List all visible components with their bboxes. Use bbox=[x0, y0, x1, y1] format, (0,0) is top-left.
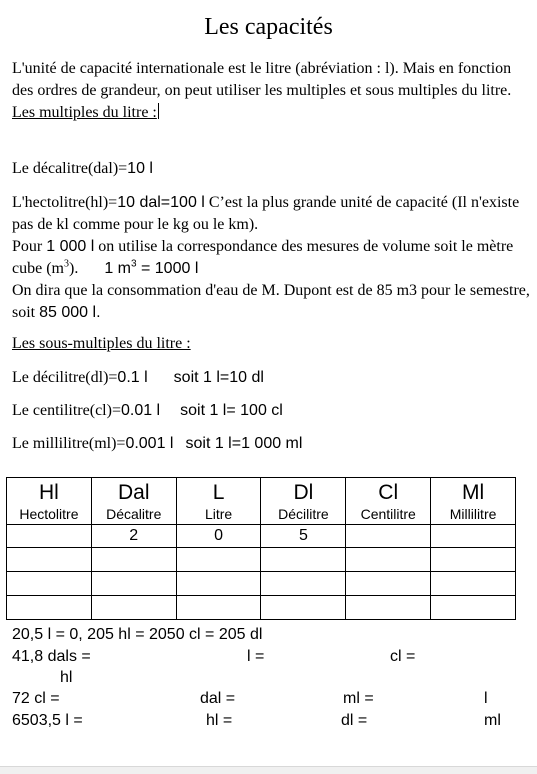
header-cell-hl bbox=[7, 478, 92, 525]
decilitre-soit: soit 1 l=10 dl bbox=[173, 369, 264, 386]
conversion-table bbox=[6, 477, 516, 620]
header-abbr: Cl bbox=[378, 481, 399, 504]
pour-text-a: Pour bbox=[12, 238, 47, 255]
table-cell: 0 bbox=[176, 525, 261, 548]
table-row bbox=[7, 596, 516, 620]
table-cell bbox=[261, 572, 346, 596]
table-cell bbox=[431, 596, 516, 620]
m3-value: 1 m bbox=[104, 260, 131, 277]
hectolitre-paragraph bbox=[12, 192, 532, 324]
exercise-4-d: ml bbox=[484, 712, 501, 729]
table-cell bbox=[176, 548, 261, 572]
header-name: Litre bbox=[204, 506, 233, 522]
exercise-3-d: l bbox=[484, 690, 488, 707]
decalitre-value: 10 l bbox=[127, 160, 153, 177]
table-header-row bbox=[7, 478, 516, 525]
hectolitre-value: 10 dal=100 l bbox=[117, 194, 205, 211]
millilitre-label: Le millilitre(ml)= bbox=[12, 435, 126, 452]
exercise-4-c: dl = bbox=[341, 712, 368, 729]
exercise-3-b: dal = bbox=[200, 690, 236, 707]
decilitre-label: Le décilitre(dl)= bbox=[12, 369, 118, 386]
header-name: Hectolitre bbox=[19, 506, 79, 522]
header-name: Décilitre bbox=[278, 506, 329, 522]
table-cell bbox=[176, 596, 261, 620]
exercise-4-a: 6503,5 l = bbox=[12, 712, 83, 729]
table-row bbox=[7, 525, 516, 548]
table-cell bbox=[431, 548, 516, 572]
decalitre-label: Le décalitre(dal)= bbox=[12, 160, 128, 177]
header-abbr: Ml bbox=[461, 481, 485, 504]
m3-equals: = 1000 l bbox=[136, 260, 199, 277]
text-cursor bbox=[158, 103, 159, 119]
table-cell bbox=[91, 596, 176, 620]
exercise-3-a: 72 cl = bbox=[12, 690, 60, 707]
header-name: Centilitre bbox=[360, 506, 416, 522]
header-cell-cl bbox=[346, 478, 431, 525]
intro-text: L'unité de capacité internationale est le litre (abréviation : l). Mais en fonction des ordres de grandeur, on peut utiliser les multiples et sous multiples du litre. bbox=[12, 60, 512, 99]
centilitre-value: 0.01 l bbox=[120, 402, 161, 419]
table-cell bbox=[346, 596, 431, 620]
header-abbr: Dl bbox=[293, 481, 314, 504]
m3-sup: 3 bbox=[130, 258, 137, 270]
exercise-2-c: cl = bbox=[390, 648, 416, 665]
decilitre-value: 0.1 l bbox=[117, 369, 148, 386]
table-cell bbox=[261, 596, 346, 620]
header-abbr: Dal bbox=[117, 481, 150, 504]
table-cell bbox=[346, 548, 431, 572]
header-name: Décalitre bbox=[106, 506, 162, 522]
exercise-3-c: ml = bbox=[343, 690, 374, 707]
table-cell bbox=[7, 572, 92, 596]
millilitre-value: 0.001 l bbox=[125, 435, 174, 452]
header-cell-dal bbox=[91, 478, 176, 525]
header-cell-dl bbox=[261, 478, 346, 525]
exercise-2-d: hl bbox=[60, 669, 73, 686]
centilitre-label: Le centilitre(cl)= bbox=[12, 402, 121, 419]
centilitre-soit: soit 1 l= 100 cl bbox=[180, 402, 283, 419]
header-name: Millilitre bbox=[449, 506, 497, 522]
table-cell: 5 bbox=[261, 525, 346, 548]
table-cell bbox=[91, 548, 176, 572]
table-cell bbox=[431, 525, 516, 548]
hectolitre-note: C’est la plus grande unité de capacité (Il n'existe pas de kl comme pour le kg ou le km). bbox=[12, 194, 520, 233]
pour-text-c: on utilise la correspondance des mesures de volume soit le mètre cube (m bbox=[12, 238, 514, 277]
exercise-4-b: hl = bbox=[206, 712, 233, 729]
sous-multiples-heading: Les sous-multiples du litre : bbox=[12, 335, 191, 352]
table-cell bbox=[176, 572, 261, 596]
dupont-text: On dira que la consommation d'eau de M. Dupont est de 85 m3 pour le semestre, soit bbox=[12, 282, 530, 321]
table-cell bbox=[346, 572, 431, 596]
decalitre-line bbox=[12, 158, 532, 180]
exercise-2-b: l = bbox=[247, 648, 265, 665]
table-cell bbox=[7, 548, 92, 572]
header-cell-ml bbox=[431, 478, 516, 525]
centilitre-line bbox=[12, 400, 532, 422]
decilitre-line bbox=[12, 367, 532, 389]
header-cell-l bbox=[176, 478, 261, 525]
table-row bbox=[7, 572, 516, 596]
table-cell bbox=[91, 572, 176, 596]
hectolitre-label: L'hectolitre(hl)= bbox=[12, 194, 118, 211]
table-cell bbox=[7, 525, 92, 548]
table-cell bbox=[7, 596, 92, 620]
pour-sup1: 3 bbox=[63, 258, 69, 270]
millilitre-soit: soit 1 l=1 000 ml bbox=[185, 435, 303, 452]
multiples-heading: Les multiples du litre : bbox=[12, 104, 157, 121]
intro-paragraph bbox=[12, 58, 532, 124]
exercise-line-1: 20,5 l = 0, 205 hl = 2050 cl = 205 dl bbox=[12, 626, 263, 643]
exercise-2-a: 41,8 dals = bbox=[12, 648, 91, 665]
table-cell bbox=[431, 572, 516, 596]
table-cell: 2 bbox=[91, 525, 176, 548]
table-cell bbox=[261, 548, 346, 572]
header-abbr: Hl bbox=[38, 481, 59, 504]
table-row bbox=[7, 548, 516, 572]
pour-value: 1 000 l bbox=[46, 238, 95, 255]
millilitre-line bbox=[12, 433, 532, 455]
pour-text-d: ). bbox=[68, 260, 79, 277]
dupont-value: 85 000 l. bbox=[39, 304, 101, 321]
page-title: Les capacités bbox=[204, 14, 333, 40]
table-cell bbox=[346, 525, 431, 548]
header-abbr: L bbox=[212, 481, 225, 504]
